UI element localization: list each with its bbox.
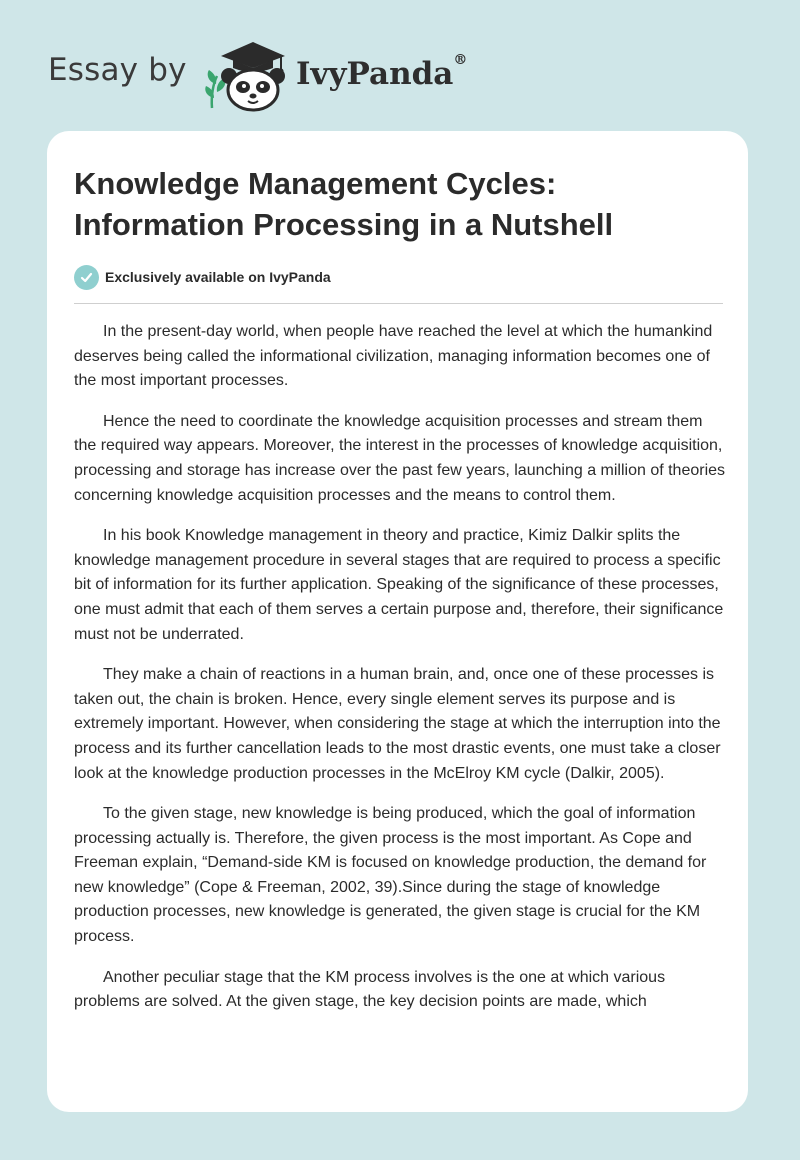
paragraph-5: To the given stage, new knowledge is being produced, which the goal of information processing actually is. Therefore, the given process is the most important. As Cope and Freeman explain, “Demand-side KM is focused on knowledge production, the demand for new knowledge” (Cope & Freeman, 2002, 39).Since during the stage of knowledge production processes, new knowledge is generated, the given stage is crucial for the KM process. xyxy=(74,805,707,946)
paragraph-4: They make a chain of reactions in a human brain, and, once one of these processes is taken out, the chain is broken. Hence, every single element serves its purpose and is extremely important. However, when considering the stage at which the interruption into the process and its further cancellation leads to the most drastic events, one must take a closer look at the knowledge production processes in the McElroy KM cycle (Dalkir, 2005). xyxy=(74,666,721,782)
exclusive-badge xyxy=(74,264,331,290)
brand-name[interactable] xyxy=(296,52,468,92)
paragraph-1: In the present-day world, when people have reached the level at which the humankind deserves being called the informational civilization, managing information becomes one of the most important processes. xyxy=(74,323,713,390)
essay-by-label: Essay by xyxy=(48,52,187,88)
check-circle-icon xyxy=(74,265,99,290)
title-divider xyxy=(74,303,723,304)
exclusive-badge-label: Exclusively available on IvyPanda xyxy=(105,269,331,285)
essay-body xyxy=(74,320,726,1031)
paragraph-3: In his book Knowledge management in theory and practice, Kimiz Dalkir splits the knowledge management procedure in several stages that are required to process a specific bit of information for its further application. Speaking of the significance of these processes, one must admit that each of them serves a certain purpose and, therefore, their significance must not be underrated. xyxy=(74,527,724,643)
panda-logo-icon[interactable] xyxy=(203,36,289,112)
registered-mark: ® xyxy=(453,52,468,68)
brand-label[interactable]: IvyPanda xyxy=(296,56,454,92)
paragraph-6: Another peculiar stage that the KM process involves is the one at which various problems are solved. At the given stage, the key decision points are made, which xyxy=(74,968,666,1011)
site-header xyxy=(48,34,548,110)
essay-title: Knowledge Management Cycles: Information Processing in a Nutshell xyxy=(74,166,614,242)
paragraph-2: Hence the need to coordinate the knowledge acquisition processes and stream them the required way appears. Moreover, the interest in the processes of knowledge acquisition, processing and storage has increase over the past few years, launching a million of theories concerning knowledge acquisition processes and the means to control them. xyxy=(74,412,726,504)
essay-card xyxy=(47,131,748,1112)
